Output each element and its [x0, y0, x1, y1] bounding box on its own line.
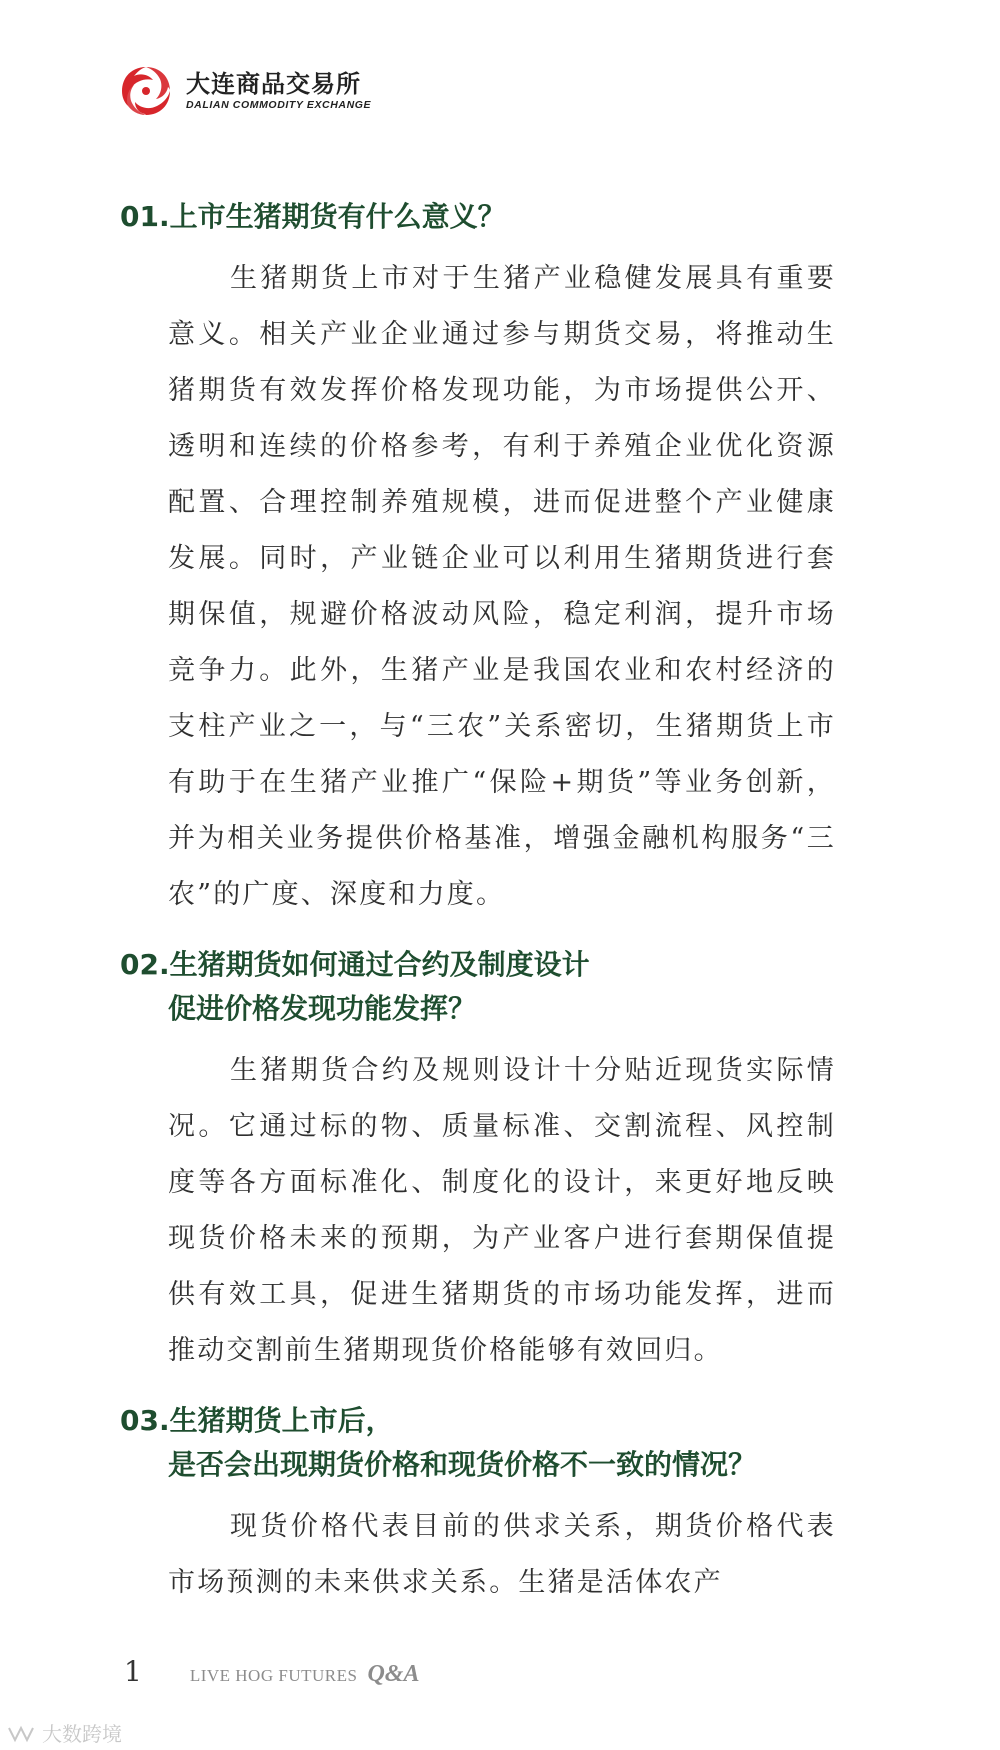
answer-paragraph: 现货价格代表目前的供求关系，期货价格代表市场预测的未来供求关系。生猪是活体农产 — [168, 1511, 836, 1598]
question-title-line1: 02.生猪期货如何通过合约及制度设计 — [120, 948, 590, 981]
watermark-text: 大数跨境 — [42, 1722, 122, 1746]
page-number: 1 — [124, 1655, 142, 1688]
question-title — [0, 943, 1000, 1031]
org-name-block — [186, 70, 371, 112]
publication-name: LIVE HOG FUTURES — [189, 1666, 358, 1685]
question-title-line2: 促进价格发现功能发挥？ — [168, 992, 477, 1025]
qa-content — [0, 195, 1000, 1631]
qa-section-3 — [0, 1399, 1000, 1611]
question-title-line1: 03.生猪期货上市后， — [120, 1404, 394, 1437]
org-name-cn: 大连商品交易所 — [186, 70, 361, 98]
page-footer — [124, 1655, 419, 1689]
question-title — [0, 1399, 1000, 1487]
page-header — [118, 60, 371, 122]
source-watermark — [6, 1718, 122, 1747]
dce-swirl-logo-icon — [118, 63, 174, 119]
qa-section-1 — [0, 195, 1000, 923]
answer-paragraph: 生猪期货合约及规则设计十分贴近现货实际情况。它通过标的物、质量标准、交割流程、风控制度等各方面标准化、制度化的设计，来更好地反映现货价格未来的预期，为产业客户进行套期保值提供有效工具，促进生猪期货的市场功能发挥，进而推动交割前生猪期现货价格能够有效回归。 — [168, 1055, 836, 1366]
qa-section-2 — [0, 943, 1000, 1379]
qa-mark: Q&A — [367, 1661, 420, 1687]
wechat-channel-icon — [6, 1722, 36, 1744]
question-title — [0, 195, 1000, 239]
org-name-en: DALIAN COMMODITY EXCHANGE — [186, 99, 372, 111]
answer-paragraph: 生猪期货上市对于生猪产业稳健发展具有重要意义。相关产业企业通过参与期货交易，将推动生猪期货有效发挥价格发现功能，为市场提供公开、透明和连续的价格参考，有利于养殖企业优化资源配置、合理控制养殖规模，进而促进整个产业健康发展。同时，产业链企业可以利用生猪期货进行套期保值，规避价格波动风险，稳定利润，提升市场竞争力。此外，生猪产业是我国农业和农村经济的支柱产业之一，与“三农”关系密切，生猪期货上市有助于在生猪产业推广“保险+期货”等业务创新，并为相关业务提供价格基准，增强金融机构服务“三农”的广度、深度和力度。 — [168, 263, 836, 910]
question-title-line2: 是否会出现期货价格和现货价格不一致的情况？ — [168, 1448, 757, 1481]
question-title-line1: 01.上市生猪期货有什么意义？ — [120, 200, 506, 233]
